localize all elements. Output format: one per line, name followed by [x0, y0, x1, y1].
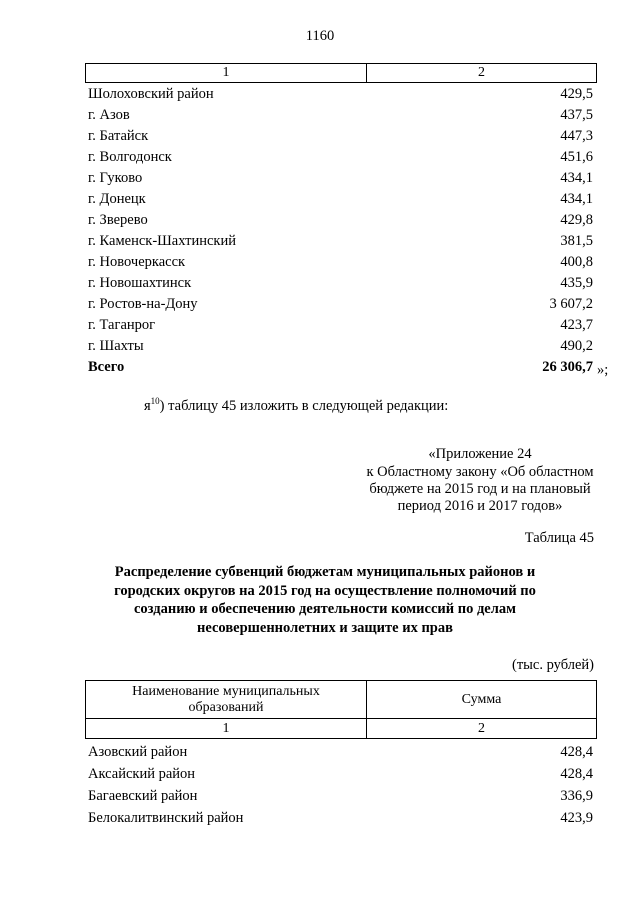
- annex-line-2: к Областному закону «Об областном: [366, 464, 594, 480]
- row-name: г. Ростов-на-Дону: [88, 296, 198, 312]
- title-line-2: городских округов на 2015 год на осуществление полномочий по: [114, 582, 536, 599]
- header-col-sum: Сумма: [367, 681, 597, 719]
- second-table-header: [85, 680, 597, 739]
- total-row: [88, 357, 593, 378]
- row-value: 381,5: [560, 233, 593, 249]
- document-title: [95, 563, 555, 637]
- title-line-3: созданию и обеспечению деятельности комиссий по делам: [134, 601, 516, 617]
- table-number: Таблица 45: [524, 530, 594, 546]
- row-name: г. Новочеркасск: [88, 254, 186, 270]
- intro-prefix: я: [144, 397, 151, 414]
- row-value: 428,4: [560, 744, 593, 760]
- table-row: [88, 252, 593, 273]
- row-name: Шолоховский район: [88, 86, 214, 102]
- row-value: 451,6: [560, 149, 593, 165]
- intro-line: [144, 396, 448, 415]
- row-name: г. Гуково: [88, 170, 143, 186]
- table-row: [88, 231, 593, 252]
- row-name: г. Азов: [88, 107, 130, 123]
- row-value: 437,5: [560, 107, 593, 123]
- table-row: [88, 273, 593, 294]
- row-name: Аксайский район: [88, 766, 196, 782]
- table-row: [88, 808, 593, 829]
- row-value: 428,4: [560, 766, 593, 782]
- units-label: (тыс. рублей): [512, 657, 594, 673]
- table-row: [88, 315, 593, 336]
- row-name: г. Шахты: [88, 338, 144, 354]
- row-value: 429,8: [560, 212, 593, 228]
- row-name: Азовский район: [88, 744, 188, 760]
- table-row: [88, 764, 593, 785]
- header-col-name: [86, 681, 367, 719]
- intro-text: ) таблицу 45 изложить в следующей редакции:: [159, 397, 449, 414]
- table-row: [88, 126, 593, 147]
- second-table-col2-number: 2: [367, 719, 597, 739]
- quote-close: »;: [597, 362, 609, 378]
- annex-line-1: «Приложение 24: [428, 446, 532, 462]
- row-value: 435,9: [560, 275, 593, 291]
- title-line-4: несовершеннолетних и защите их прав: [197, 619, 453, 636]
- row-value: 490,2: [560, 338, 593, 354]
- table-row: [88, 168, 593, 189]
- row-name: г. Таганрог: [88, 317, 156, 333]
- top-table-header: [85, 63, 597, 83]
- row-value: 336,9: [560, 788, 593, 804]
- row-name: г. Волгодонск: [88, 149, 172, 165]
- table-row: [88, 786, 593, 807]
- row-name: г. Новошахтинск: [88, 275, 192, 291]
- table-row: [88, 189, 593, 210]
- intro-superscript: 10: [150, 396, 160, 406]
- table-row: [88, 742, 593, 763]
- header-col-name-line-1: Наименование муниципальных: [132, 683, 320, 699]
- title-line-1: Распределение субвенций бюджетам муниципальных районов и: [114, 564, 536, 580]
- row-value: 3 607,2: [549, 296, 593, 312]
- row-value: 429,5: [560, 86, 593, 102]
- total-label: Всего: [88, 359, 125, 375]
- total-value: 26 306,7: [542, 359, 593, 375]
- annex-line-4: период 2016 и 2017 годов»: [397, 498, 563, 514]
- annex-line-3: бюджете на 2015 год и на плановый: [369, 481, 591, 497]
- table-row: [88, 210, 593, 231]
- row-name: г. Каменск-Шахтинский: [88, 233, 236, 249]
- row-value: 400,8: [560, 254, 593, 270]
- table-row: [88, 84, 593, 105]
- row-value: 423,9: [560, 810, 593, 826]
- table-row: [88, 294, 593, 315]
- second-table-col1-number: 1: [86, 719, 367, 739]
- table-row: [88, 147, 593, 168]
- row-value: 447,3: [560, 128, 593, 144]
- row-name: г. Батайск: [88, 128, 149, 144]
- header-col-name-line-2: образований: [188, 699, 264, 715]
- page-number: 1160: [305, 28, 335, 44]
- table-row: [88, 105, 593, 126]
- row-value: 434,1: [560, 191, 593, 207]
- top-table-col2-number: 2: [367, 64, 597, 83]
- row-name: Багаевский район: [88, 788, 198, 804]
- row-name: г. Зверево: [88, 212, 148, 228]
- row-name: Белокалитвинский район: [88, 810, 244, 826]
- row-value: 423,7: [560, 317, 593, 333]
- row-value: 434,1: [560, 170, 593, 186]
- row-name: г. Донецк: [88, 191, 146, 207]
- table-row: [88, 336, 593, 357]
- top-table-col1-number: 1: [86, 64, 367, 83]
